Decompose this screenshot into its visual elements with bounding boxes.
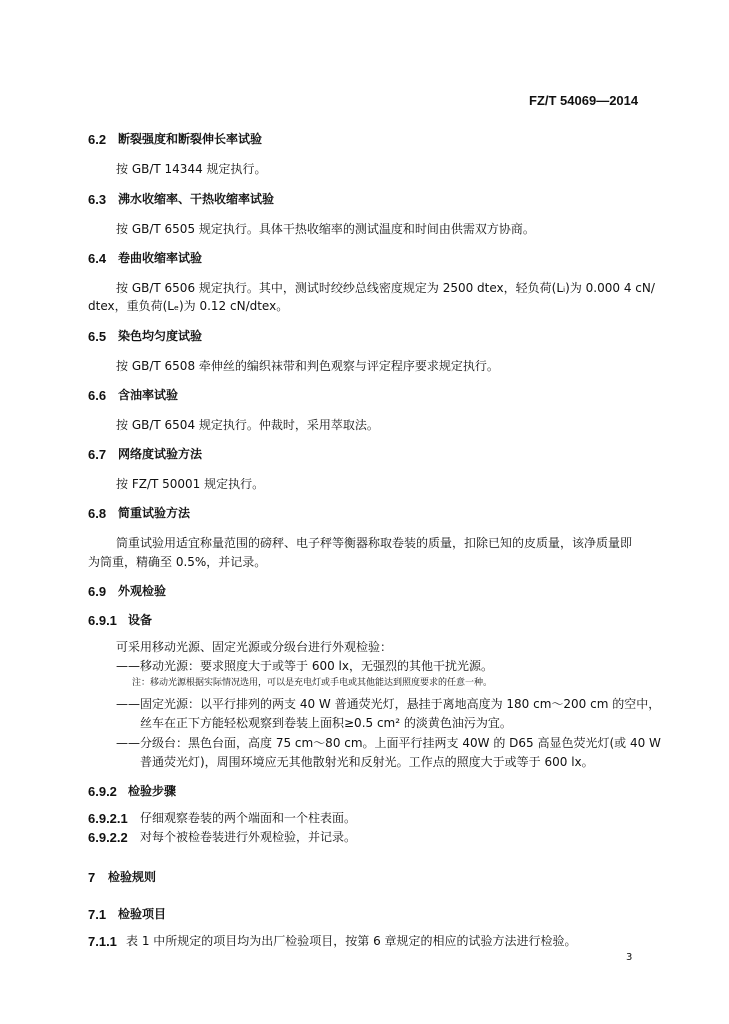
section-number: 7.1 [88, 907, 107, 922]
section-number: 6.3 [88, 192, 107, 207]
section-number: 6.8 [88, 506, 107, 521]
section-title: 卷曲收缩率试验 [118, 251, 203, 265]
section-number: 6.7 [88, 447, 107, 462]
paragraph: 按 GB/T 14344 规定执行。 [116, 162, 267, 176]
clause-number: 6.9.2.2 [88, 830, 128, 845]
section-number: 6.5 [88, 329, 107, 344]
section-title: 沸水收缩率、干热收缩率试验 [118, 192, 275, 206]
list-item-continuation: 普通荧光灯)，周围环境应无其他散射光和反射光。工作点的照度大于或等于 600 lx。 [140, 755, 594, 769]
paragraph: 按 GB/T 6506 规定执行。其中，测试时绞纱总线密度规定为 2500 dtex，轻负荷(Lᵢ)为 0.000 4 cN/ [116, 281, 655, 295]
paragraph: 筒重试验用适宜称量范围的磅秤、电子秤等衡器称取卷装的质量，扣除已知的皮质量，该净质量即 [116, 536, 633, 550]
paragraph: 为筒重，精确至 0.5%，并记录。 [88, 555, 267, 569]
section-title: 简重试验方法 [118, 506, 191, 520]
paragraph: 按 FZ/T 50001 规定执行。 [116, 477, 265, 491]
subsection-title: 设备 [128, 613, 153, 627]
clause-text: 表 1 中所规定的项目均为出厂检验项目，按第 6 章规定的相应的试验方法进行检验。 [126, 934, 577, 948]
list-item-continuation: 丝车在正下方能轻松观察到卷装上面积≥0.5 cm² 的淡黄色油污为宜。 [140, 716, 512, 730]
clause-text: 仔细观察卷装的两个端面和一个柱表面。 [140, 811, 357, 825]
section-title: 网络度试验方法 [118, 447, 203, 461]
section-number: 6.6 [88, 388, 107, 403]
section-title: 检验项目 [118, 907, 167, 921]
section-number: 6.4 [88, 251, 107, 266]
page-number: 3 [626, 952, 633, 963]
paragraph: 按 GB/T 6508 牵伸丝的编织袜带和判色观察与评定程序要求规定执行。 [116, 359, 499, 373]
clause-text: 对每个被检卷装进行外观检验，并记录。 [140, 830, 357, 844]
standard-number: FZ/T 54069—2014 [529, 93, 639, 108]
section-title: 含油率试验 [118, 388, 179, 402]
section-title: 断裂强度和断裂伸长率试验 [118, 132, 263, 146]
chapter-number: 7 [88, 870, 96, 885]
clause-number: 6.9.2.1 [88, 811, 128, 826]
list-item: ——分级台：黑色台面，高度 75 cm～80 cm。上面平行挂两支 40W 的 D65 高显色荧光灯(或 40 W [116, 736, 661, 750]
subsection-title: 检验步骤 [128, 784, 177, 798]
section-number: 6.9 [88, 584, 107, 599]
section-title: 外观检验 [118, 584, 167, 598]
list-item: ——固定光源：以平行排列的两支 40 W 普通荧光灯，悬挂于离地高度为 180 cm～200 cm 的空中， [116, 697, 661, 711]
subsection-number: 6.9.2 [88, 784, 117, 799]
section-number: 6.2 [88, 132, 107, 147]
clause-number: 7.1.1 [88, 934, 117, 949]
subsection-number: 6.9.1 [88, 613, 117, 628]
note-text: 注：移动光源根据实际情况选用，可以是充电灯或手电或其他能达到照度要求的任意一种。 [132, 678, 493, 688]
paragraph: dtex，重负荷(Lₑ)为 0.12 cN/dtex。 [88, 299, 289, 313]
paragraph: 可采用移动光源、固定光源或分级台进行外观检验： [116, 640, 393, 654]
paragraph: 按 GB/T 6505 规定执行。具体干热收缩率的测试温度和时间由供需双方协商。 [116, 222, 535, 236]
section-title: 染色均匀度试验 [118, 329, 203, 343]
paragraph: 按 GB/T 6504 规定执行。仲裁时，采用萃取法。 [116, 418, 379, 432]
chapter-title: 检验规则 [108, 870, 157, 884]
list-item: ——移动光源：要求照度大于或等于 600 lx，无强烈的其他干扰光源。 [116, 659, 493, 673]
